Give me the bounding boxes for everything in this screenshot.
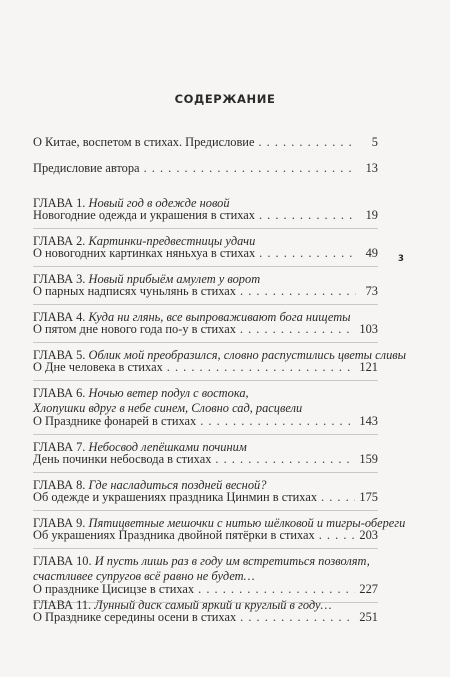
chapter-name: Где насладиться поздней весной? [88, 478, 267, 492]
toc-entry-chapter-1 [33, 208, 378, 223]
dot-leader [319, 528, 356, 543]
separator [33, 228, 378, 229]
page-title: СОДЕРЖАНИЕ [174, 92, 276, 106]
chapter-heading-6 [33, 386, 378, 416]
toc-entry-chapter-5 [33, 360, 378, 375]
toc-entry-title: О пятом дне нового года по-у в стихах [33, 322, 236, 336]
toc-entry-title: Новогодние одежда и украшения в стихах [33, 208, 255, 222]
separator [33, 342, 378, 343]
toc-entry-page: 103 [359, 322, 378, 336]
chapter-heading-10 [33, 554, 378, 584]
chapter-number: ГЛАВА 2. [33, 234, 86, 248]
separator [33, 548, 378, 549]
chapter-name-line-2: счастливее супругов всё равно не будет… [33, 569, 255, 583]
dot-leader [240, 284, 356, 299]
chapter-name: И пусть лишь раз в году им встретиться позволят, [94, 554, 370, 568]
toc-entry-page: 227 [359, 582, 378, 596]
toc-entry-title: Об украшениях Праздника двойной пятёрки в стихах [33, 528, 315, 542]
toc-entry-title: О Празднике фонарей в стихах [33, 414, 197, 428]
separator [33, 380, 378, 381]
toc-entry-title: Об одежде и украшениях праздника Цинмин в стихах [33, 490, 318, 504]
chapter-name: Облик мой преобразился, словно распустились цветы сливы [88, 348, 407, 362]
chapter-number: ГЛАВА 10. [33, 554, 92, 568]
dot-leader [144, 161, 356, 176]
toc-entry-page: 49 [365, 246, 378, 260]
toc-entry-title: О парных надписях чуньлянь в стихах [33, 284, 236, 298]
toc-entry-title: Предисловие автора [33, 161, 140, 175]
toc-entry-page: 159 [359, 452, 378, 466]
dot-leader [240, 610, 355, 625]
separator [33, 266, 378, 267]
toc-entry-chapter-2 [33, 246, 378, 261]
chapter-name: Картинки-предвестницы удачи [88, 234, 256, 248]
chapter-number: ГЛАВА 1. [33, 196, 86, 210]
dot-leader [258, 135, 356, 150]
chapter-number: ГЛАВА 5. [33, 348, 86, 362]
separator [33, 434, 378, 435]
separator [33, 510, 378, 511]
chapter-number: ГЛАВА 9. [33, 516, 86, 530]
toc-entry-page: 73 [365, 284, 378, 298]
toc-entry-page: 175 [359, 490, 378, 504]
toc-entry-chapter-7 [33, 452, 378, 467]
toc-entry-chapter-3 [33, 284, 378, 299]
chapter-number: ГЛАВА 11. [33, 598, 92, 612]
chapter-name: Куда ни глянь, все выпроваживают бога нищеты [88, 310, 351, 324]
dot-leader [259, 246, 356, 261]
separator [33, 472, 378, 473]
toc-entry-chapter-6 [33, 414, 378, 429]
toc-entry-page: 143 [359, 414, 378, 428]
chapter-name: Новый год в одежде новой [88, 196, 230, 210]
chapter-name: Небосвод лепёшками починим [88, 440, 247, 454]
dot-leader [321, 490, 355, 505]
separator [33, 304, 378, 305]
chapter-name: Лунный диск самый яркий и круглый в году… [94, 598, 332, 612]
toc-entry-page: 5 [371, 135, 378, 149]
dot-leader [259, 208, 356, 223]
toc-entry-title: О Празднике середины осени в стихах [33, 610, 237, 624]
chapter-number: ГЛАВА 6. [33, 386, 86, 400]
toc-entry-title: О новогодних картинках няньхуа в стихах [33, 246, 256, 260]
toc-entry-preface [33, 135, 378, 150]
toc-entry-chapter-10 [33, 582, 378, 597]
chapter-number: ГЛАВА 8. [33, 478, 86, 492]
toc-entry-chapter-4 [33, 322, 378, 337]
toc-entry-title: О Дне человека в стихах [33, 360, 163, 374]
chapter-number: ГЛАВА 7. [33, 440, 86, 454]
dot-leader [200, 414, 355, 429]
toc-entry-page: 251 [359, 610, 378, 624]
page-number: 3 [398, 254, 404, 264]
chapter-number: ГЛАВА 4. [33, 310, 86, 324]
chapter-name: Пятицветные мешочки с нитью шёлковой и тигры-обереги [88, 516, 406, 530]
toc-entry-title: О празднике Цисицзе в стихах [33, 582, 195, 596]
chapter-name: Новый прибыём амулет у ворот [88, 272, 261, 286]
dot-leader [240, 322, 356, 337]
dot-leader [167, 360, 356, 375]
chapter-name: Ночью ветер подул с востока, [88, 386, 249, 400]
chapter-name-line-2: Хлопушки вдруг в небе синем, Словно сад, расцвели [33, 401, 303, 415]
toc-entry-page: 19 [365, 208, 378, 222]
toc-entry-author-preface [33, 161, 378, 176]
toc-entry-title: День починки небосвода в стихах [33, 452, 212, 466]
toc-entry-page: 13 [365, 161, 378, 175]
toc-entry-chapter-9 [33, 528, 378, 543]
dot-leader [215, 452, 355, 467]
toc-entry-page: 121 [359, 360, 378, 374]
toc-entry-chapter-11 [33, 610, 378, 625]
toc-entry-title: О Китае, воспетом в стихах. Предисловие [33, 135, 255, 149]
dot-leader [198, 582, 355, 597]
toc-entry-page: 203 [359, 528, 378, 542]
toc-entry-chapter-8 [33, 490, 378, 505]
chapter-number: ГЛАВА 3. [33, 272, 86, 286]
